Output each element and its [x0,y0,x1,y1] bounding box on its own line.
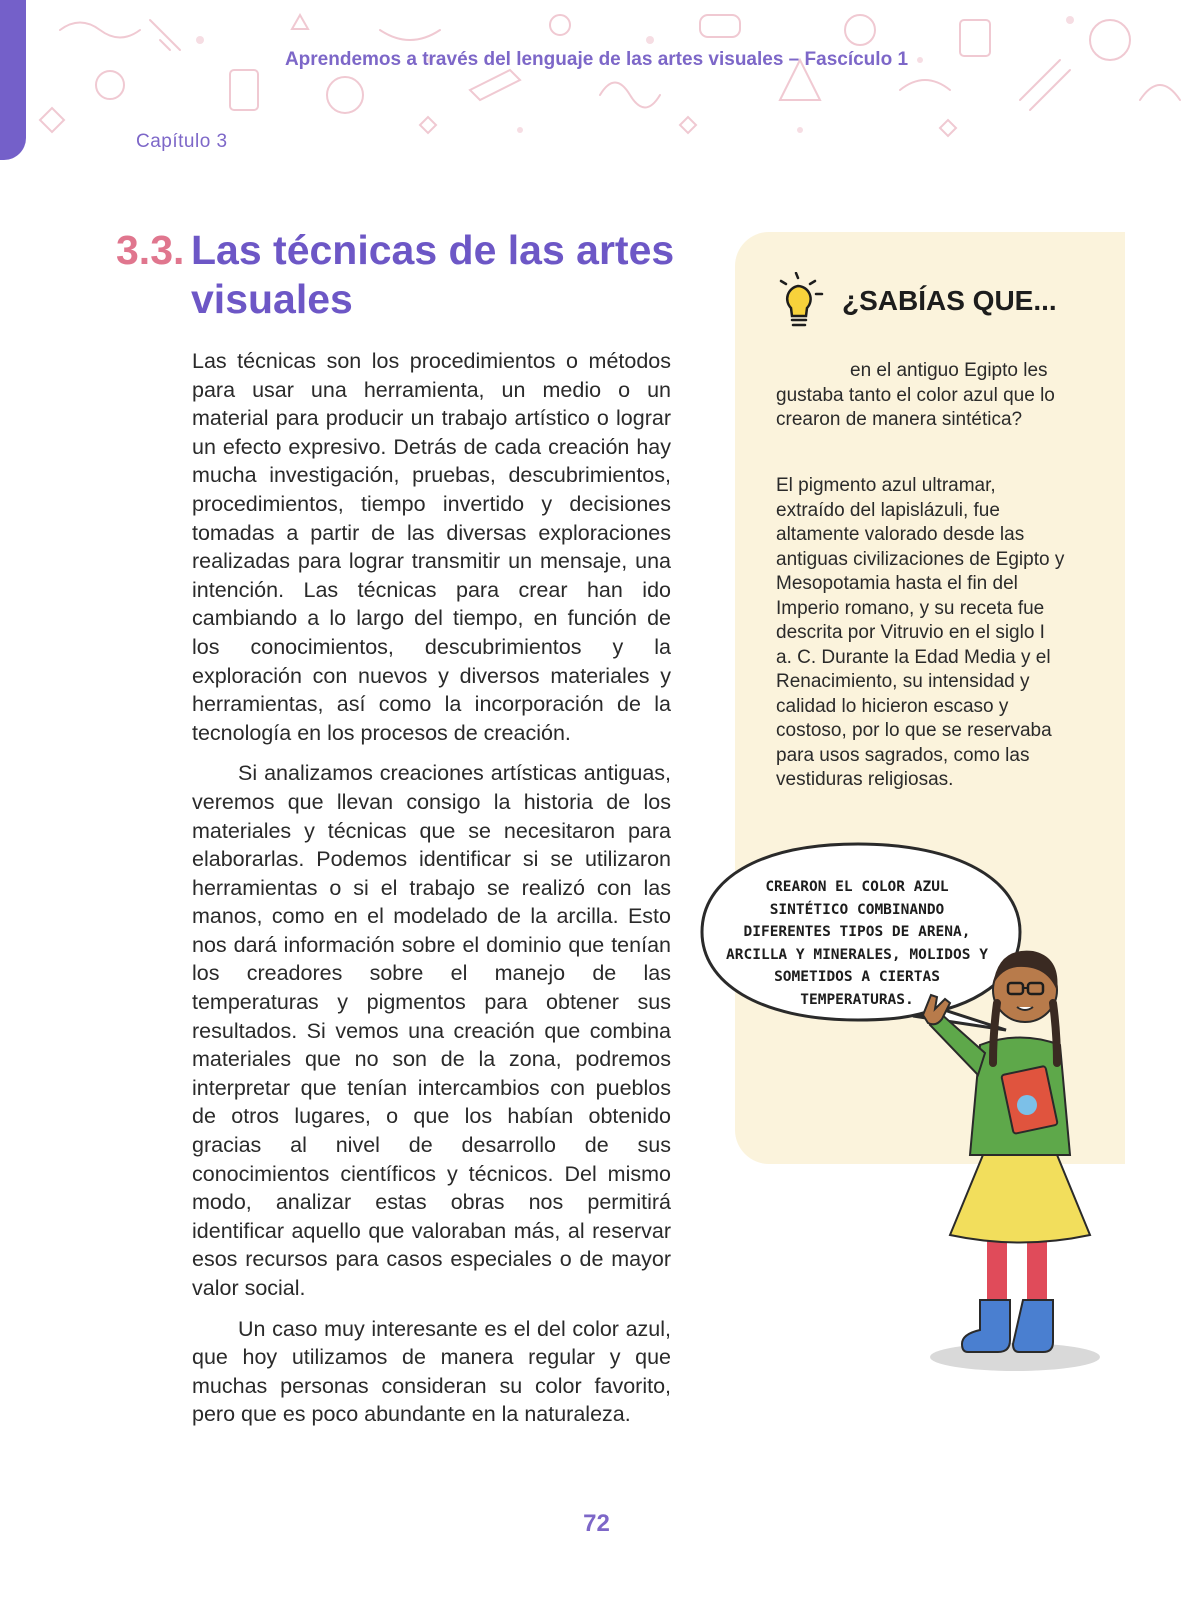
section-heading [116,226,676,324]
sidebar-question [776,359,1066,433]
header-doodle-band [0,0,1193,150]
sidebar-answer: El pigmento azul ultramar, extraído del lapislázuli, fue altamente valorado desde las antiguas civilizaciones de Egipto y Mesopotamia hasta el fin del Imperio romano, y su receta fue descrita por Vitruvio en el siglo I a. C. Durante la Edad Media y el Renacimiento, su intensidad y calidad lo hicieron escaso y costoso, por lo que se reservaba para usos sagrados, como las vestiduras religiosas. [776,475,1065,790]
section-title-line2: visuales [191,276,353,322]
art-doodles-decoration [0,0,1193,150]
girl-character-illustration [915,945,1115,1375]
sidebar-title: ¿SABÍAS QUE... [842,285,1057,316]
paragraph: Las técnicas son los procedimientos o métodos para usar una herramienta, un medio o un material para producir un trabajo artístico o lograr un efecto expresivo. Detrás de cada creación hay mucha investigación, pruebas, descubrimientos, procedimientos, tiempo invertido y decisiones tomadas a partir de las diversas exploraciones realizadas para lograr transmitir un mensaje, una intención. Las técnicas para crear han ido cambiando a lo largo del tiempo, en función de los conocimientos, descubrimientos y la exploración con nuevos y diversos materiales y herramientas, así como la incorporación de la tecnología en los procesos de creación. [192,349,671,745]
page-number: 72 [583,1510,610,1537]
paragraph: Si analizamos creaciones artísticas antiguas, veremos que llevan consigo la historia de los materiales y técnicas que se necesitaron para elaborarlas. Podemos identificar si se utilizaron herramientas o si el trabajo se realizó con las manos, como en el modelado de la arcilla. Esto nos dará información sobre el dominio que tenían los creadores sobre el manejo de las temperaturas y pigmentos para obtener sus resultados. Si vemos una creación que combina materiales que no son de la zona, podremos interpretar que tenían intercambios con pueblos de otros lugares, o que los habían obtenido gracias al nivel de desarrollo de sus conocimientos científicos y técnicos. Del mismo modo, analizar estas obras nos permitirá identificar aquello que valoraban más, al reservar esos recursos para casos especiales o de mayor valor social. [192,761,671,1300]
lightbulb-icon [776,272,832,332]
sidebar-question-text: en el antiguo Egipto les gustaba tanto el color azul que lo crearon de manera sintética? [776,360,1055,430]
speech-bubble-text: CREARON EL COLOR AZUL SINTÉTICO COMBINANDO DIFERENTES TIPOS DE ARENA, ARCILLA Y MINERALES, MOLIDOS Y SOMETIDOS A CIERTAS TEMPERATURAS. [726,879,988,1008]
section-title-line1: Las técnicas de las artes [191,227,675,273]
body-text [192,347,671,1441]
paragraph: Un caso muy interesante es el del color azul, que hoy utilizamos de manera regular y que muchas personas consideran su color favorito, pero que es poco abundante en la naturaleza. [192,1316,671,1427]
section-number: 3.3. [116,227,185,273]
chapter-side-tab [0,0,26,160]
running-title: Aprendemos a través del lenguaje de las artes visuales – Fascículo 1 [284,49,909,70]
chapter-label: Capítulo 3 [136,131,228,152]
